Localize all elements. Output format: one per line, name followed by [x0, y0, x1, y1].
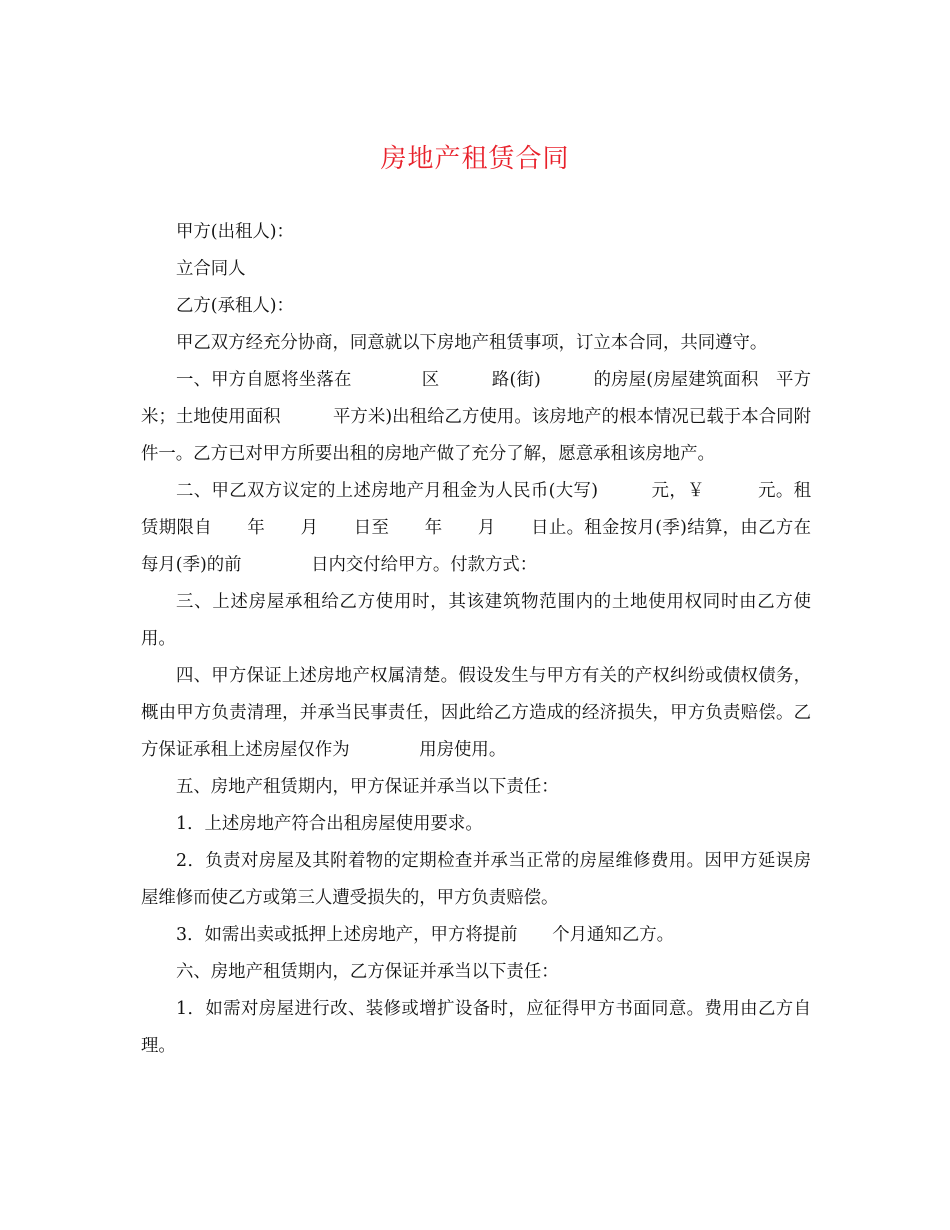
- preamble-paragraph: 甲乙双方经充分协商，同意就以下房地产租赁事项，订立本合同，共同遵守。: [176, 333, 768, 353]
- document-body: [141, 214, 811, 1065]
- clause-5-heading: 五、房地产租赁期内，甲方保证并承当以下责任：: [176, 777, 559, 797]
- clause-6-item-1: 1．如需对房屋进行改、装修或增扩设备时，应征得甲方书面同意。费用由乙方自理。: [141, 999, 811, 1056]
- clause-6-heading: 六、房地产租赁期内，乙方保证并承当以下责任：: [176, 962, 559, 982]
- clause-3-paragraph: 三、上述房屋承租给乙方使用时，其该建筑物范围内的土地使用权同时由乙方使用。: [141, 592, 811, 649]
- clause-5-item-2: 2．负责对房屋及其附着物的定期检查并承当正常的房屋维修费用。因甲方延误房屋维修而使乙方或第三人遭受损失的，甲方负责赔偿。: [141, 851, 811, 908]
- clause-5-item-3: 3．如需出卖或抵押上述房地产，甲方将提前 个月通知乙方。: [176, 925, 675, 945]
- clause-1-paragraph: 一、甲方自愿将坐落在 区 路(街) 的房屋(房屋建筑面积 平方米；土地使用面积 平方米)出租给乙方使用。该房地产的根本情况已载于本合同附件一。乙方已对甲方所要出租的房地产做了充分了解，愿意承租该房地产。: [141, 370, 811, 464]
- document-title: 房地产租赁合同: [380, 144, 570, 174]
- party-b-line: 乙方(承租人)：: [176, 296, 294, 316]
- signatory-line: 立合同人: [176, 259, 246, 279]
- clause-5-item-1: 1．上述房地产符合出租房屋使用要求。: [176, 814, 483, 834]
- clause-2-paragraph: 二、甲乙双方议定的上述房地产月租金为人民币(大写) 元，￥ 元。租赁期限自 年 月 日至 年 月 日止。租金按月(季)结算，由乙方在每月(季)的前 日内交付给甲方。付款方式：: [141, 481, 811, 575]
- clause-4-paragraph: 四、甲方保证上述房地产权属清楚。假设发生与甲方有关的产权纠纷或债权债务，概由甲方负责清理，并承当民事责任，因此给乙方造成的经济损失，甲方负责赔偿。乙方保证承租上述房屋仅作为 用房使用。: [141, 666, 811, 760]
- party-a-line: 甲方(出租人)：: [176, 222, 294, 242]
